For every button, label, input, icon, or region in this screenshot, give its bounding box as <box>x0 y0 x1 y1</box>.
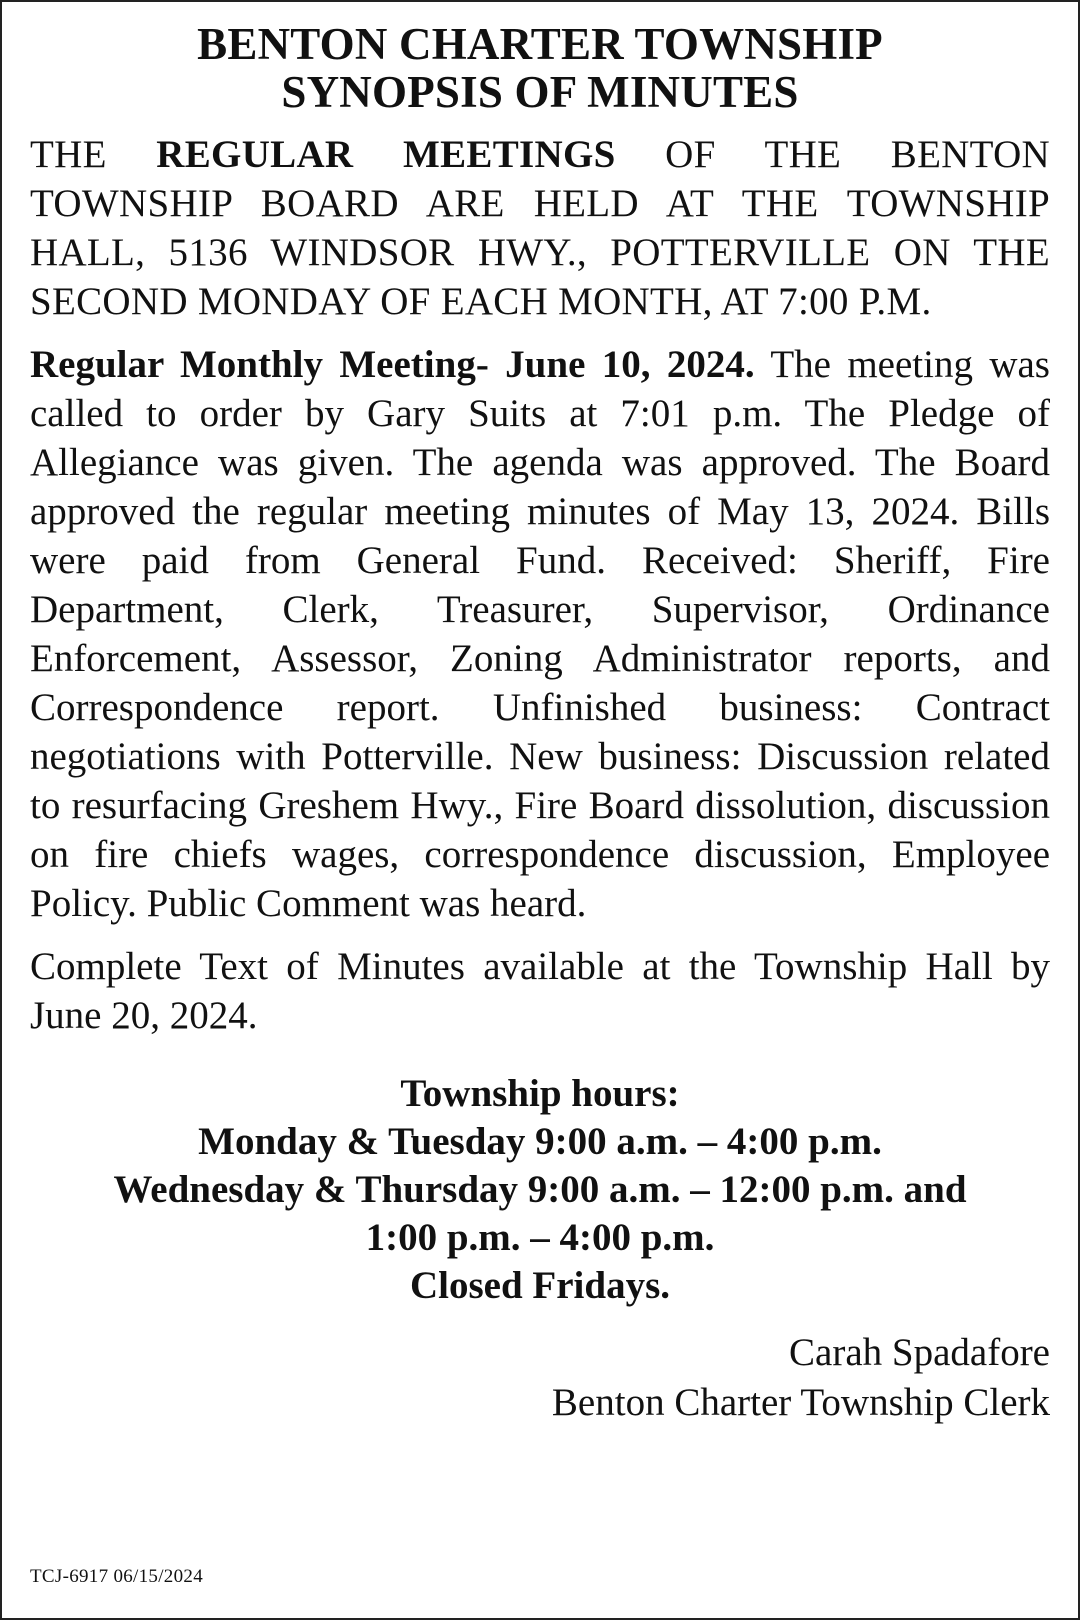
intro-paragraph <box>30 130 1050 326</box>
title-line-2: SYNOPSIS OF MINUTES <box>281 67 799 117</box>
intro-rest: OF THE BENTON TOWNSHIP BOARD ARE HELD AT THE TOWNSHIP HALL, 5136 WINDSOR HWY., POTTERVILLE ON THE SECOND MONDAY OF EACH MONTH, AT 7:00 P.M. <box>30 133 1050 323</box>
meeting-body: The meeting was called to order by Gary Suits at 7:01 p.m. The Pledge of Allegiance was given. The agenda was approved. The Board approved the regular meeting minutes of May 13, 2024. Bills were paid from General Fund. Received: Sheriff, Fire Department, Clerk, Treasurer, Supervisor, Ordinance Enforcement, Assessor, Zoning Administrator reports, and Correspondence report. Unfinished business: Contract negotiations with Potterville. New business: Discussion related to resurfacing Greshem Hwy., Fire Board dissolution, discussion on fire chiefs wages, correspondence discussion, Employee Policy. Public Comment was heard. <box>30 343 1050 925</box>
signature-name: Carah Spadafore <box>789 1331 1050 1374</box>
intro-emphasis: REGULAR MEETINGS <box>156 133 616 176</box>
signature-role: Benton Charter Township Clerk <box>551 1381 1050 1424</box>
title-line-1: BENTON CHARTER TOWNSHIP <box>197 19 883 69</box>
hours-line-1: Monday & Tuesday 9:00 a.m. – 4:00 p.m. <box>198 1120 882 1163</box>
hours-heading: Township hours: <box>400 1072 680 1115</box>
hours-line-3: 1:00 p.m. – 4:00 p.m. <box>365 1216 715 1259</box>
hours-line-2: Wednesday & Thursday 9:00 a.m. – 12:00 p.m. and <box>113 1168 967 1211</box>
signature-block <box>30 1328 1050 1428</box>
notice-title <box>30 20 1050 116</box>
meeting-heading: Regular Monthly Meeting- June 10, 2024. <box>30 343 755 386</box>
township-hours <box>30 1070 1050 1310</box>
reference-code: TCJ-6917 06/15/2024 <box>30 1566 204 1587</box>
hours-line-4: Closed Fridays. <box>409 1264 670 1307</box>
meeting-paragraph <box>30 340 1050 928</box>
availability-paragraph: Complete Text of Minutes available at the Township Hall by June 20, 2024. <box>30 945 1050 1037</box>
intro-lead: THE <box>30 133 157 176</box>
